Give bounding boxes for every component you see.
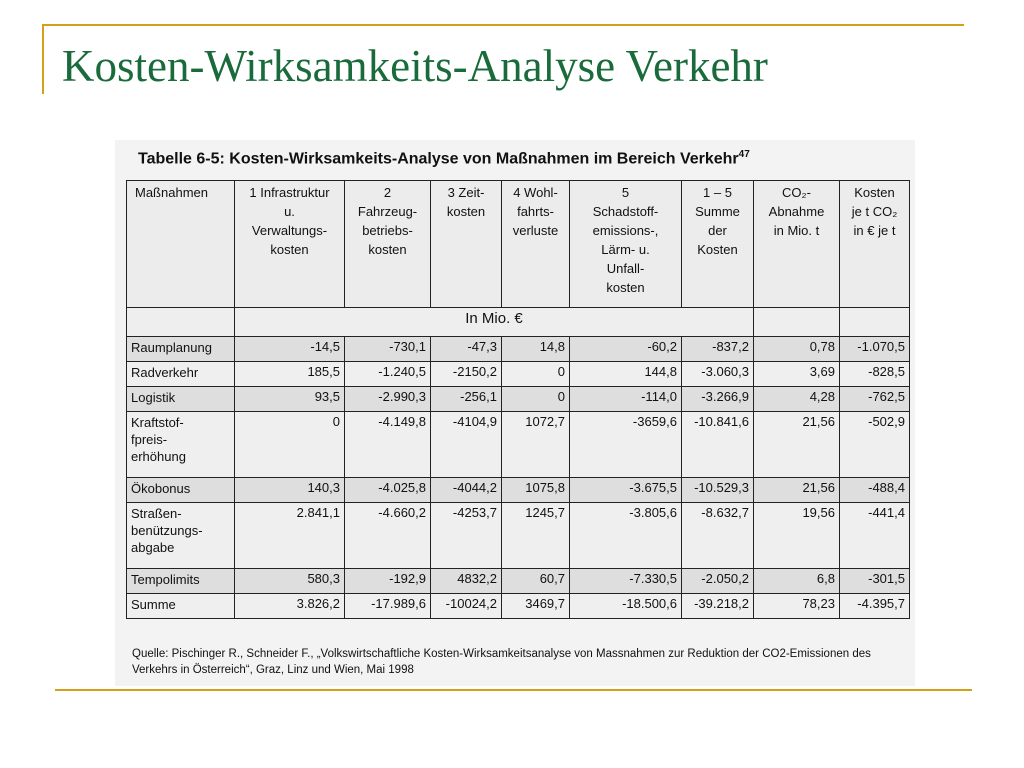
column-header-line: Schadstoff-	[592, 204, 659, 219]
column-header-line: 1 – 5	[703, 185, 732, 200]
column-header-line: kosten	[368, 242, 407, 257]
value-cell: 185,5	[235, 362, 345, 387]
column-header-line: Summe	[695, 204, 740, 219]
value-cell: 144,8	[570, 362, 682, 387]
table-row	[127, 594, 910, 619]
unit-label: In Mio. €	[235, 308, 754, 337]
column-header-line: kosten	[446, 204, 486, 219]
value-cell: -502,9	[840, 412, 910, 478]
row-label-line: Kraftstof-	[131, 415, 184, 430]
column-header-line: 5	[621, 185, 630, 200]
value-cell: 6,8	[754, 569, 840, 594]
column-header-line: Unfall-	[606, 261, 645, 276]
value-cell: -4.149,8	[345, 412, 431, 478]
value-cell: -192,9	[345, 569, 431, 594]
table-row	[127, 362, 910, 387]
value-cell: 1075,8	[502, 478, 570, 503]
table-row	[127, 478, 910, 503]
value-cell: -3.060,3	[682, 362, 754, 387]
column-header-line: Abnahme	[768, 204, 825, 219]
bottom-accent-rule	[55, 689, 972, 691]
row-label	[127, 478, 235, 503]
value-cell: 2.841,1	[235, 503, 345, 569]
column-header	[754, 181, 840, 308]
value-cell: -114,0	[570, 387, 682, 412]
value-cell: 3,69	[754, 362, 840, 387]
table-row	[127, 569, 910, 594]
value-cell: 0	[502, 362, 570, 387]
table-caption-footnote: 47	[738, 149, 750, 160]
row-label	[127, 337, 235, 362]
row-label-line: Raumplanung	[131, 340, 212, 355]
value-cell: -1.240,5	[345, 362, 431, 387]
column-header-line: verluste	[512, 223, 559, 238]
column-header-line: 2	[383, 185, 392, 200]
row-label	[127, 503, 235, 569]
value-cell: -301,5	[840, 569, 910, 594]
value-cell: 78,23	[754, 594, 840, 619]
value-cell: -4.395,7	[840, 594, 910, 619]
value-cell: -4.025,8	[345, 478, 431, 503]
value-cell: -4044,2	[431, 478, 502, 503]
column-header-line: je t CO₂	[851, 204, 898, 219]
row-label	[127, 362, 235, 387]
column-header-line: betriebs-	[362, 223, 413, 238]
value-cell: 4832,2	[431, 569, 502, 594]
row-label-line: abgabe	[131, 540, 175, 555]
value-cell: -18.500,6	[570, 594, 682, 619]
column-header	[502, 181, 570, 308]
value-cell: -7.330,5	[570, 569, 682, 594]
value-cell: 580,3	[235, 569, 345, 594]
table-row	[127, 412, 910, 478]
value-cell: -3.675,5	[570, 478, 682, 503]
row-label-line: Straßen-	[131, 506, 182, 521]
row-label-line: erhöhung	[131, 449, 186, 464]
table-caption	[138, 149, 750, 168]
value-cell: -14,5	[235, 337, 345, 362]
value-cell: -2.990,3	[345, 387, 431, 412]
value-cell: -10.529,3	[682, 478, 754, 503]
value-cell: -1.070,5	[840, 337, 910, 362]
table-source-note: Quelle: Pischinger R., Schneider F., „Volkswirtschaftliche Kosten-Wirksamkeitsanalyse von Massnahmen zur Reduktion der CO2-Emissionen des Verkehrs in Österreich“, Graz, Linz und Wien, Mai 1998	[132, 648, 871, 676]
row-label	[127, 569, 235, 594]
row-label-line: Ökobonus	[131, 481, 191, 496]
row-label	[127, 412, 235, 478]
value-cell: -10.841,6	[682, 412, 754, 478]
column-header-line: kosten	[270, 242, 309, 257]
top-accent-rule	[42, 24, 964, 26]
column-header-line: Kosten	[854, 185, 895, 200]
value-cell: 21,56	[754, 412, 840, 478]
unit-row	[127, 308, 910, 337]
column-header-line: Maßnahmen	[135, 185, 208, 200]
column-header-line: 4 Wohl-	[513, 185, 558, 200]
value-cell: -4.660,2	[345, 503, 431, 569]
row-label	[127, 594, 235, 619]
row-label-line: Summe	[131, 597, 176, 612]
unit-row-blank-cell	[754, 308, 840, 337]
column-header-line: 3 Zeit-	[447, 185, 485, 200]
slide-title: Kosten-Wirksamkeits-Analyse Verkehr	[62, 41, 768, 91]
value-cell: -2.050,2	[682, 569, 754, 594]
cost-effectiveness-table	[126, 180, 910, 619]
left-accent-rule	[42, 24, 44, 94]
unit-row-blank-cell	[840, 308, 910, 337]
table-caption-text: Tabelle 6-5: Kosten-Wirksamkeits-Analyse von Maßnahmen im Bereich Verkehr	[138, 150, 739, 168]
column-header	[570, 181, 682, 308]
value-cell: -17.989,6	[345, 594, 431, 619]
column-header-line: kosten	[606, 280, 645, 295]
value-cell: 14,8	[502, 337, 570, 362]
column-header-line: Kosten	[697, 242, 738, 257]
value-cell: 21,56	[754, 478, 840, 503]
row-label-line: Logistik	[131, 390, 176, 405]
row-label	[127, 387, 235, 412]
value-cell: -730,1	[345, 337, 431, 362]
value-cell: -3659,6	[570, 412, 682, 478]
column-header-line: Fahrzeug-	[357, 204, 418, 219]
column-header-line: der	[708, 223, 727, 238]
table-row	[127, 387, 910, 412]
row-label-line: benützungs-	[131, 523, 203, 538]
value-cell: 0,78	[754, 337, 840, 362]
value-cell: -441,4	[840, 503, 910, 569]
column-header-line: in € je t	[853, 223, 896, 238]
value-cell: -762,5	[840, 387, 910, 412]
column-header-line: fahrts-	[517, 204, 554, 219]
column-header	[345, 181, 431, 308]
row-label-line: fpreis-	[131, 432, 168, 447]
value-cell: 3.826,2	[235, 594, 345, 619]
value-cell: -828,5	[840, 362, 910, 387]
value-cell: 0	[502, 387, 570, 412]
value-cell: -60,2	[570, 337, 682, 362]
value-cell: -4104,9	[431, 412, 502, 478]
table-row	[127, 503, 910, 569]
value-cell: -8.632,7	[682, 503, 754, 569]
column-header	[840, 181, 910, 308]
value-cell: -256,1	[431, 387, 502, 412]
value-cell: 1072,7	[502, 412, 570, 478]
table-header-row	[127, 181, 910, 308]
value-cell: -39.218,2	[682, 594, 754, 619]
value-cell: 93,5	[235, 387, 345, 412]
column-header-line: 1 Infrastruktur	[249, 185, 330, 200]
value-cell: -488,4	[840, 478, 910, 503]
column-header-line: u.	[284, 204, 295, 219]
column-header	[431, 181, 502, 308]
value-cell: -3.266,9	[682, 387, 754, 412]
column-header-line: Lärm- u.	[601, 242, 650, 257]
column-header	[127, 181, 235, 308]
column-header-line: emissions-,	[592, 223, 659, 238]
column-header-line: in Mio. t	[773, 223, 820, 238]
table-row	[127, 337, 910, 362]
column-header	[682, 181, 754, 308]
value-cell: 140,3	[235, 478, 345, 503]
value-cell: -837,2	[682, 337, 754, 362]
value-cell: 19,56	[754, 503, 840, 569]
column-header	[235, 181, 345, 308]
value-cell: 4,28	[754, 387, 840, 412]
value-cell: 0	[235, 412, 345, 478]
row-label-line: Tempolimits	[131, 572, 200, 587]
value-cell: -10024,2	[431, 594, 502, 619]
value-cell: 3469,7	[502, 594, 570, 619]
value-cell: -4253,7	[431, 503, 502, 569]
row-label-line: Radverkehr	[131, 365, 199, 380]
column-header-line: CO₂-	[782, 185, 811, 200]
value-cell: -47,3	[431, 337, 502, 362]
value-cell: 60,7	[502, 569, 570, 594]
value-cell: 1245,7	[502, 503, 570, 569]
value-cell: -3.805,6	[570, 503, 682, 569]
unit-row-blank-cell	[127, 308, 235, 337]
value-cell: -2150,2	[431, 362, 502, 387]
column-header-line: Verwaltungs-	[251, 223, 328, 238]
